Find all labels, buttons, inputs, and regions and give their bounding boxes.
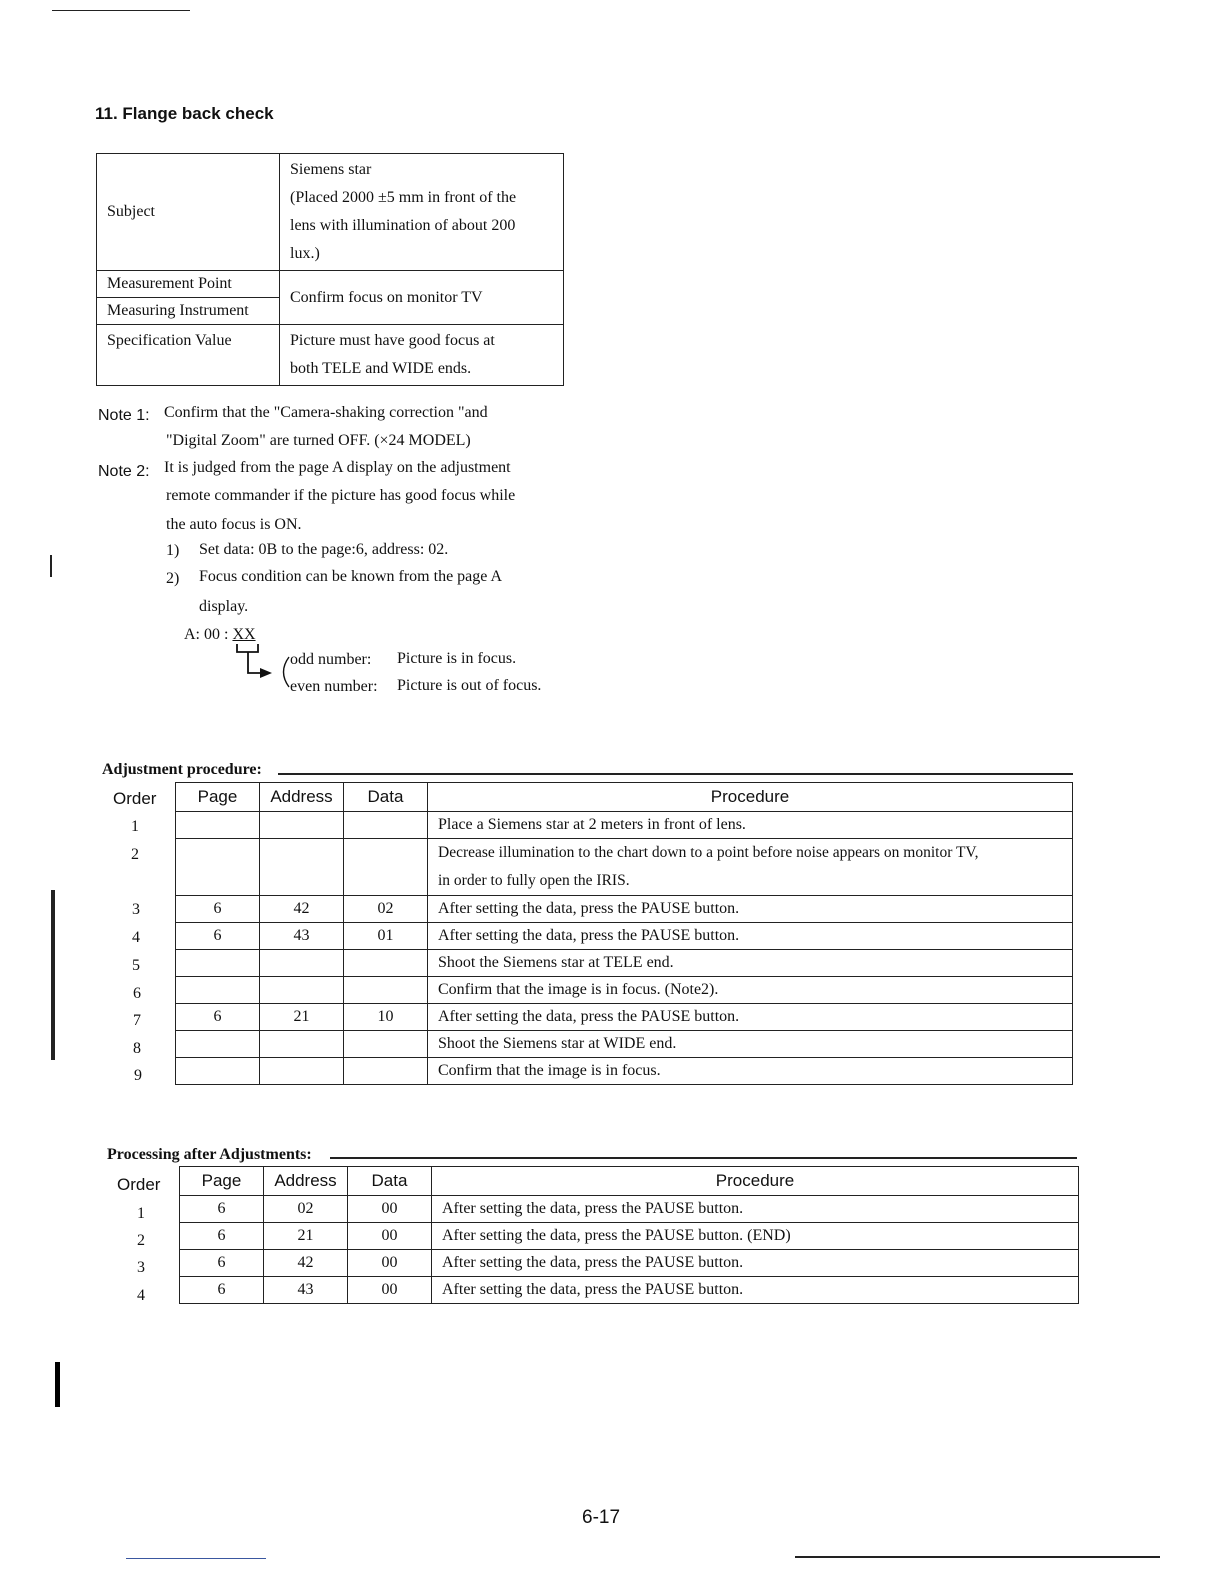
- data-cell: 00: [348, 1223, 432, 1250]
- table-row: [176, 1004, 1073, 1031]
- procedure-cell: After setting the data, press the PAUSE button.: [428, 1004, 1073, 1031]
- data-cell: [344, 950, 428, 977]
- subject-line: (Placed 2000 ±5 mm in front of the: [290, 189, 517, 206]
- page-cell: 6: [180, 1223, 264, 1250]
- table-row: [176, 1031, 1073, 1058]
- procedure-cell: Shoot the Siemens star at TELE end.: [428, 950, 1073, 977]
- odd-label: odd number:: [290, 651, 372, 668]
- left-margin-mark: [50, 555, 52, 577]
- note1-line: Confirm that the "Camera-shaking correction "and: [164, 404, 488, 421]
- address-cell: 43: [264, 1277, 348, 1304]
- left-margin-bar: [51, 890, 55, 1060]
- odd-text: Picture is in focus.: [397, 650, 517, 667]
- spec-line: both TELE and WIDE ends.: [290, 360, 472, 377]
- note2-line: It is judged from the page A display on the adjustment: [164, 459, 511, 476]
- spec-value: [280, 325, 564, 386]
- data-cell: [344, 812, 428, 839]
- spec-table: [96, 153, 564, 386]
- procedure-cell: Confirm that the image is in focus.: [428, 1058, 1073, 1085]
- subject-line: lux.): [290, 245, 320, 262]
- page-header: Page: [176, 783, 260, 812]
- processing-heading: Processing after Adjustments:: [107, 1146, 312, 1163]
- data-cell: [344, 977, 428, 1004]
- data-cell: [344, 1058, 428, 1085]
- page-cell: 6: [176, 896, 260, 923]
- page-header: Page: [180, 1167, 264, 1196]
- table-row: [176, 950, 1073, 977]
- procedure-cell: [428, 839, 1073, 896]
- data-header: Data: [348, 1167, 432, 1196]
- data-cell: 10: [344, 1004, 428, 1031]
- order-cell: 2: [131, 846, 139, 863]
- procedure-cell: Confirm that the image is in focus. (Note2).: [428, 977, 1073, 1004]
- data-cell: [344, 839, 428, 896]
- measurement-point-label: Measurement Point: [97, 271, 280, 298]
- address-cell: 21: [260, 1004, 344, 1031]
- data-cell: 02: [344, 896, 428, 923]
- step1-text: Set data: 0B to the page:6, address: 02.: [199, 541, 449, 558]
- page-cell: 6: [180, 1196, 264, 1223]
- section-title: 11. Flange back check: [95, 104, 274, 123]
- data-cell: 00: [348, 1196, 432, 1223]
- address-cell: 42: [260, 896, 344, 923]
- data-cell: 00: [348, 1277, 432, 1304]
- order-cell: 1: [131, 818, 139, 835]
- procedure-header: Procedure: [428, 783, 1073, 812]
- page-cell: [176, 950, 260, 977]
- procedure-line: Decrease illumination to the chart down to a point before noise appears on monitor TV,: [438, 844, 979, 861]
- table-row: [176, 1058, 1073, 1085]
- address-cell: 43: [260, 923, 344, 950]
- table-row: [176, 812, 1073, 839]
- adjustment-heading: Adjustment procedure:: [102, 761, 262, 778]
- table-row: [176, 839, 1073, 896]
- step2-line: Focus condition can be known from the page A: [199, 568, 503, 585]
- adjustment-table: [175, 782, 1073, 1085]
- address-cell: [260, 812, 344, 839]
- display-prefix: A: 00 :: [184, 626, 233, 643]
- subject-line: lens with illumination of about 200: [290, 217, 516, 234]
- procedure-cell: Place a Siemens star at 2 meters in front of lens.: [428, 812, 1073, 839]
- bottom-rule-left: [126, 1558, 266, 1559]
- address-cell: 21: [264, 1223, 348, 1250]
- procedure-cell: After setting the data, press the PAUSE button.: [428, 896, 1073, 923]
- top-rule: [52, 10, 190, 11]
- order-cell: 5: [132, 957, 140, 974]
- note2-line: remote commander if the picture has good focus while: [166, 487, 516, 504]
- data-cell: 01: [344, 923, 428, 950]
- data-header: Data: [344, 783, 428, 812]
- note2-label: Note 2:: [98, 463, 150, 480]
- arrow-bracket-icon: [232, 642, 292, 702]
- table-row: [97, 271, 564, 298]
- note2-line: the auto focus is ON.: [166, 516, 302, 533]
- note1-label: Note 1:: [98, 407, 150, 424]
- address-cell: [260, 1058, 344, 1085]
- table-row: [176, 896, 1073, 923]
- spec-line: Picture must have good focus at: [290, 332, 495, 349]
- address-cell: [260, 977, 344, 1004]
- address-cell: [260, 1031, 344, 1058]
- subject-value: [280, 154, 564, 271]
- procedure-cell: After setting the data, press the PAUSE button.: [432, 1277, 1079, 1304]
- table-row: [176, 923, 1073, 950]
- order-cell: 2: [137, 1232, 145, 1249]
- order-cell: 9: [134, 1067, 142, 1084]
- address-cell: 42: [264, 1250, 348, 1277]
- subject-line: Siemens star: [290, 161, 372, 178]
- procedure-cell: After setting the data, press the PAUSE button. (END): [432, 1223, 1079, 1250]
- procedure-cell: After setting the data, press the PAUSE button.: [428, 923, 1073, 950]
- address-cell: 02: [264, 1196, 348, 1223]
- even-text: Picture is out of focus.: [397, 677, 542, 694]
- page-cell: 6: [180, 1250, 264, 1277]
- step2-line: display.: [199, 598, 249, 615]
- page-cell: 6: [176, 1004, 260, 1031]
- table-row: [97, 154, 564, 271]
- display-xx: XX: [232, 626, 256, 643]
- procedure-line: in order to fully open the IRIS.: [438, 872, 630, 889]
- left-margin-bar-2: [55, 1362, 60, 1407]
- page-cell: 6: [180, 1277, 264, 1304]
- page-cell: 6: [176, 923, 260, 950]
- order-cell: 6: [133, 985, 141, 1002]
- procedure-cell: Shoot the Siemens star at WIDE end.: [428, 1031, 1073, 1058]
- adjustment-top-rule: [278, 773, 1073, 775]
- measurement-value: Confirm focus on monitor TV: [280, 271, 564, 325]
- address-cell: [260, 950, 344, 977]
- order-cell: 3: [132, 901, 140, 918]
- order-header: Order: [117, 1175, 161, 1194]
- spec-label: Specification Value: [97, 325, 280, 386]
- address-header: Address: [264, 1167, 348, 1196]
- table-row: [180, 1196, 1079, 1223]
- order-cell: 7: [133, 1012, 141, 1029]
- processing-table: [179, 1166, 1079, 1304]
- step1-number: 1): [166, 542, 180, 559]
- page-number: 6-17: [582, 1507, 621, 1528]
- address-cell: [260, 839, 344, 896]
- page-cell: [176, 1058, 260, 1085]
- procedure-header: Procedure: [432, 1167, 1079, 1196]
- even-label: even number:: [290, 678, 378, 695]
- procedure-cell: After setting the data, press the PAUSE button.: [432, 1250, 1079, 1277]
- table-row: [180, 1277, 1079, 1304]
- subject-label: Subject: [97, 154, 280, 271]
- header-row: [176, 783, 1073, 812]
- page-cell: [176, 977, 260, 1004]
- order-cell: 4: [132, 929, 140, 946]
- order-cell: 4: [137, 1287, 145, 1304]
- order-cell: 8: [133, 1040, 141, 1057]
- data-cell: [344, 1031, 428, 1058]
- processing-top-rule: [330, 1157, 1077, 1159]
- page-cell: [176, 1031, 260, 1058]
- order-header: Order: [113, 789, 157, 808]
- table-row: [97, 325, 564, 386]
- table-row: [176, 977, 1073, 1004]
- table-row: [180, 1223, 1079, 1250]
- step2-number: 2): [166, 570, 180, 587]
- order-cell: 3: [137, 1259, 145, 1276]
- order-cell: 1: [137, 1205, 145, 1222]
- page-cell: [176, 839, 260, 896]
- note1-line: "Digital Zoom" are turned OFF. (×24 MODEL): [166, 432, 471, 449]
- procedure-cell: After setting the data, press the PAUSE button.: [432, 1196, 1079, 1223]
- page-cell: [176, 812, 260, 839]
- measuring-instrument-label: Measuring Instrument: [97, 298, 280, 325]
- address-header: Address: [260, 783, 344, 812]
- data-cell: 00: [348, 1250, 432, 1277]
- header-row: [180, 1167, 1079, 1196]
- bottom-rule-right: [795, 1556, 1160, 1558]
- table-row: [180, 1250, 1079, 1277]
